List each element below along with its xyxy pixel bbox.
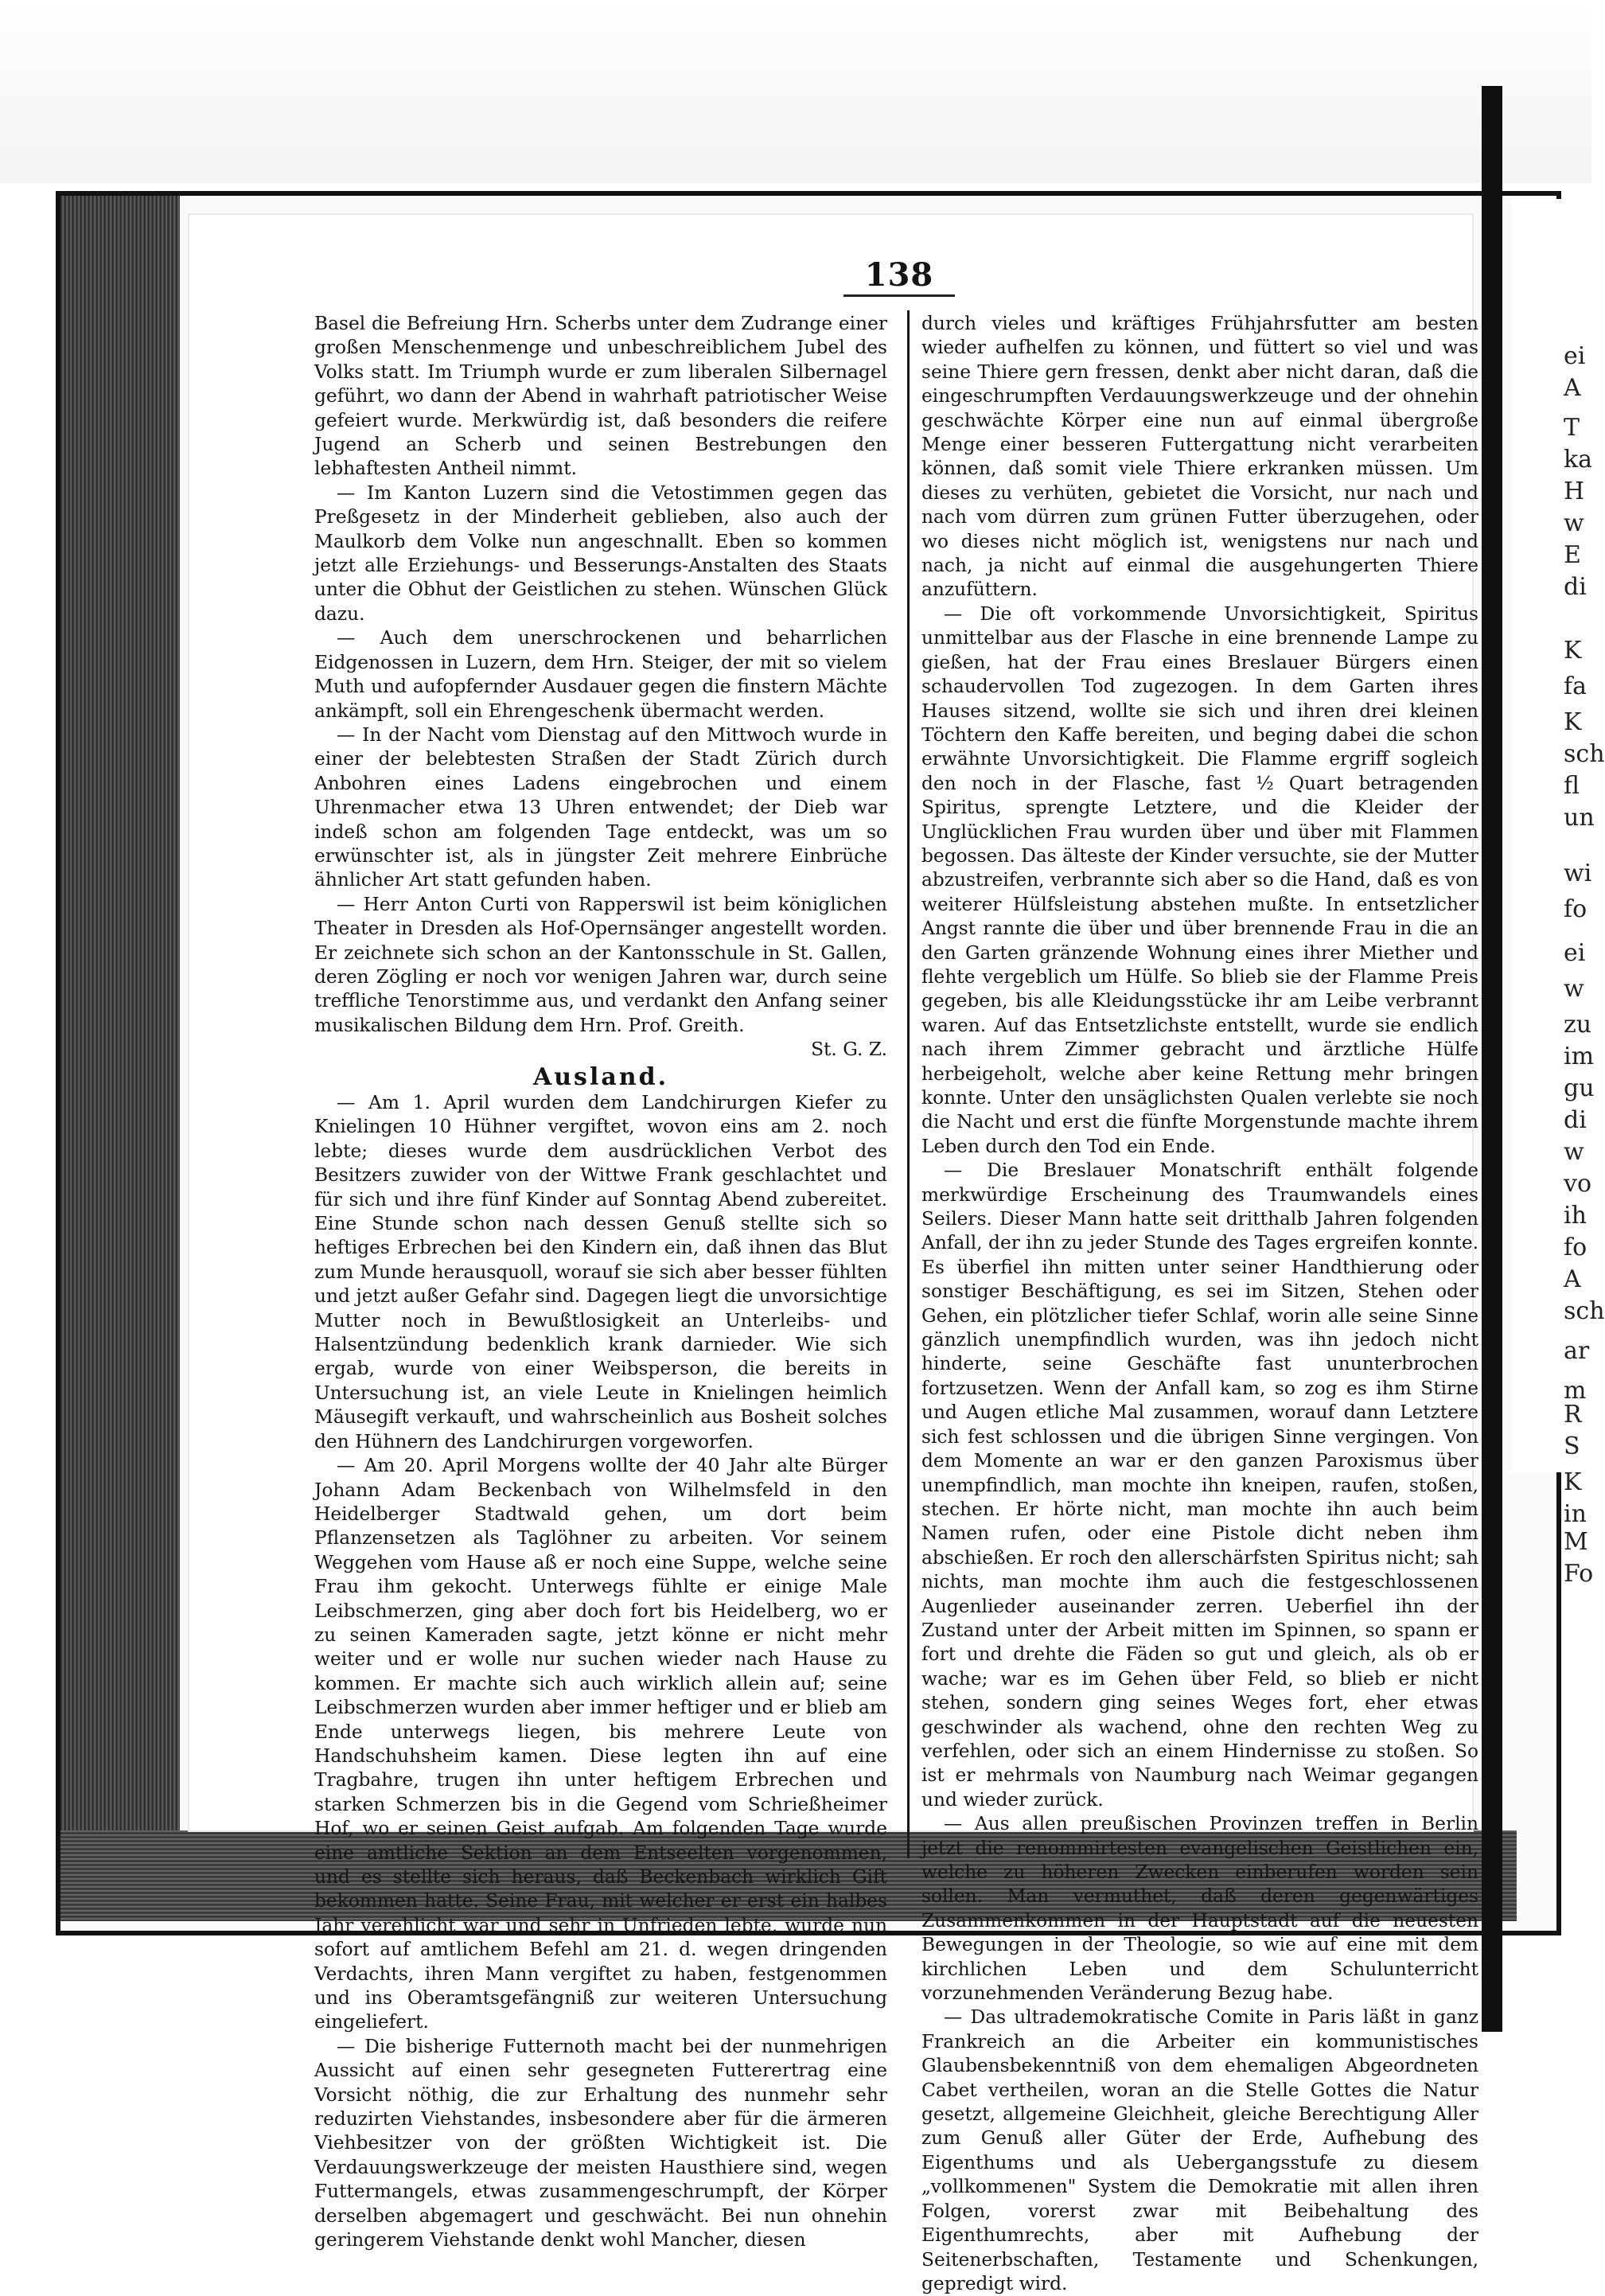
next-page-fragment: M (1564, 1528, 1588, 1556)
next-page-fragment: ei (1564, 939, 1586, 967)
right-column (921, 312, 1478, 2296)
next-page-fragment: ei (1564, 342, 1586, 370)
article-paragraph: — Am 20. April Morgens wollte der 40 Jahr alte Bürger Johann Adam Beckenbach von Wilhelmsfeld in den Heidelberger Stadtwald gehen, um dort beim Pflanzensetzen als Taglöhner zu arbeiten. Vor seinem Weggehen vom Hause aß er noch eine Suppe, welche seine Frau ihm gekocht. Unterwegs fühlte er einige Male Leibschmerzen, ging aber doch fort bis Heidelberg, wo er zu seinen Kameraden sagte, jetzt könne er nicht mehr weiter und er wolle nur suchen wieder nach Hause zu kommen. Er machte sich auch wirklich allein auf; seine Leibschmerzen wurden aber immer heftiger und er blieb am Ende unterwegs liegen, bis mehrere Leute von Handschuhsheim kamen. Diese legten ihn auf eine Tragbahre, trugen ihn unter heftigem Erbrechen und starken Schmerzen bis in die Gegend vom Schrießheimer Hof, wo er seinen Geist aufgab. Am folgenden Tage wurde eine amtliche Sektion an dem Entseelten vorgenommen, und es stellte sich heraus, daß Beckenbach wirklich Gift bekommen hatte. Seine Frau, mit welcher er erst ein halbes Jahr verehlicht war und sehr in Unfrieden lebte, wurde nun sofort auf amtlichem Befehl am 21. d. wegen dringenden Verdachts, ihren Mann vergiftet zu haben, festgenommen und ins Oberamtsgefängniß zur weiteren Untersuchung eingeliefert. (314, 1455, 887, 2033)
next-page-fragment: fo (1564, 895, 1587, 923)
next-page-fragment: fl (1564, 772, 1580, 800)
next-page-fragment: in (1564, 1500, 1587, 1528)
next-page-fragment: im (1564, 1043, 1595, 1070)
next-page-fragment: ka (1564, 446, 1593, 474)
next-page-fragment: A (1564, 374, 1581, 402)
next-page-fragment: K (1564, 1468, 1582, 1496)
next-page-fragment: T (1564, 414, 1580, 442)
page-number-rule (843, 294, 955, 297)
next-page-fragment: S (1564, 1433, 1580, 1460)
article-paragraph: — In der Nacht vom Dienstag auf den Mittwoch wurde in einer der belebtesten Straßen der Stadt Zürich durch Anbohren eines Ladens eingebrochen und einem Uhrenmacher etwa 13 Uhren entwendet; der Dieb war indeß schon am folgenden Tage entdeckt, was um so erwünschter ist, als in jüngster Zeit mehrere Einbrüche ähnlicher Art statt gefunden haben. (314, 723, 887, 891)
column-divider (907, 310, 910, 1858)
next-page-fragment: H (1564, 478, 1585, 505)
book-spine-edge (1482, 86, 1502, 2032)
next-page-fragment: ih (1564, 1202, 1587, 1230)
left-column (314, 312, 887, 2253)
next-page-fragment: di (1564, 1106, 1587, 1134)
next-page-fragment: m (1564, 1377, 1587, 1405)
next-page-fragment: R (1564, 1401, 1582, 1429)
next-page-fragment: sch (1564, 740, 1605, 768)
next-page-fragment: fa (1564, 672, 1587, 700)
next-page-fragment: ar (1564, 1337, 1590, 1365)
next-page-fragment: vo (1564, 1170, 1592, 1198)
next-page-fragment: di (1564, 573, 1587, 601)
article-paragraph: — Am 1. April wurden dem Landchirurgen Kiefer zu Knielingen 10 Hühner vergiftet, wovon eins am 2. noch lebte; dieses wurde dem ausdrücklichen Verbot des Besitzers zuwider von der Wittwe Frank geschlachtet und für sich und ihre fünf Kinder auf Sonntag Abend zubereitet. Eine Stunde schon nach dessen Genuß stellte sich so heftiges Erbrechen bei den Kindern ein, daß ihnen das Blut zum Munde herausquoll, worauf sie sich aber besser fühlten und jetzt außer Gefahr sind. Dagegen liegt die unvorsichtige Mutter noch in Bewußtlosigkeit an Unterleibs- und Halsentzündung bedenklich krank darnieder. Wie sich ergab, wurde von einer Weibsperson, die bereits in Untersuchung ist, an viele Leute in Knielingen heimlich Mäusegift verkauft, und wahrscheinlich aus Bosheit solches den Hühnern des Landchirurgen vorgeworfen. (314, 1092, 887, 1452)
next-page-fragment: K (1564, 637, 1582, 665)
next-page-fragment: zu (1564, 1011, 1592, 1039)
next-page-fragment: w (1564, 509, 1584, 537)
section-heading: Ausland. (532, 1062, 669, 1091)
article-paragraph: — Aus allen preußischen Provinzen treffen in Berlin jetzt die renommirtesten evangelischen Geistlichen ein, welche zu höheren Zwecken einberufen worden sein sollen. Man vermuthet, daß deren gegenwärtiges Zusammenkommen in der Hauptstadt auf die neuesten Bewegungen in der Theologie, so wie auf eine mit dem kirchlichen Leben und dem Schulunterricht vorzunehmenden Veränderung Bezug habe. (921, 1813, 1478, 2005)
next-page-fragment: A (1564, 1265, 1581, 1293)
next-page-fragment: E (1564, 541, 1581, 569)
next-page-fragment: un (1564, 804, 1595, 832)
page-edges-left (60, 196, 180, 1921)
next-page-fragment: Fo (1564, 1560, 1594, 1588)
article-paragraph: — Das ultrademokratische Comite in Paris läßt in ganz Frankreich an die Arbeiter ein kommunistisches Glaubensbekenntniß von dem ehemaligen Abgeordneten Cabet vertheilen, woran an die Stelle Gottes die Natur gesetzt, allgemeine Gleichheit, gleiche Berechtigung Aller zum Genuß aller Güter der Erde, Aufhebung des Eigenthums und als Uebergangsstufe zu diesem „vollkommenen" System die Demokratie mit allen ihren Folgen, vorerst zwar mit Beibehaltung des Eigenthumrechts, aber mit Aufhebung der Seitenerbschaften, Testamente und Schenkungen, gepredigt wird. (921, 2006, 1478, 2294)
next-page-fragment: fo (1564, 1234, 1587, 1261)
article-paragraph: — Im Kanton Luzern sind die Vetostimmen gegen das Preßgesetz in der Minderheit geblieben, also auch der Maulkorb dem Volke nun angeschnallt. Eben so kommen jetzt alle Erziehungs- und Besserungs-Anstalten des Staats unter die Obhut der Geistlichen zu stehen. Wünschen Glück dazu. (314, 481, 887, 625)
article-signoff: St. G. Z. (811, 1039, 887, 1061)
next-page-fragment: gu (1564, 1074, 1595, 1102)
next-page-fragment: K (1564, 708, 1582, 736)
next-page-fragment: w (1564, 1138, 1584, 1166)
article-paragraph: — Die bisherige Futternoth macht bei der nunmehrigen Aussicht auf einen sehr gesegneten Futterertrag eine Vorsicht nöthig, die zur Erhaltung des nunmehr sehr reduzirten Viehstandes, insbesondere aber für die ärmeren Viehbesitzer von der größten Wichtigkeit ist. Die Verdauungswerkzeuge der meisten Hausthiere sind, wegen Futtermangels, etwas zusammengeschrumpft, der Körper derselben abgemagert und geschwächt. Bei nun ohnehin geringerem Viehstande denkt wohl Mancher, diesen (314, 2035, 887, 2251)
article-paragraph: — Herr Anton Curti von Rapperswil ist beim königlichen Theater in Dresden als Hof-Opernsänger angestellt worden. Er zeichnete sich schon an der Kantonsschule in St. Gallen, deren Zögling er noch vor wenigen Jahren war, durch seine treffliche Tenorstimme aus, und verdankt den Anfang seiner musikalischen Bildung dem Hrn. Prof. Greith. (314, 893, 887, 1036)
article-paragraph: — Auch dem unerschrockenen und beharrlichen Eidgenossen in Luzern, dem Hrn. Steiger, der mit so vielem Muth und aufopfernder Ausdauer gegen die finstern Mächte ankämpft, soll ein Ehrengeschenk übermacht werden. (314, 627, 887, 722)
article-paragraph: — Die oft vorkommende Unvorsichtigkeit, Spiritus unmittelbar aus der Flasche in eine brennende Lampe zu gießen, hat der Frau eines Breslauer Bürgers einen schaudervollen Tod zugezogen. In dem Garten ihres Hauses sitzend, wollte sie sich und ihren drei kleinen Töchtern den Kaffe bereiten, und beging dabei die schon erwähnte Unvorsichtigkeit. Die Flamme ergriff sogleich den noch in der Flasche, fast ½ Quart betragenden Spiritus, sprengte Letztere, und die Kleider der Unglücklichen Frau wurden über und über mit Flammen begossen. Das älteste der Kinder versuchte, sie der Mutter abzustreifen, verbrannte sich aber so die Hand, daß es von weiterer Hülfsleistung abstehen mußte. In entsetzlicher Angst rannte die über und über brennende Frau in die an den Garten gränzende Wohnung eines ihrer Miether und flehte vergeblich um Hülfe. So blieb sie der Flamme Preis gegeben, bis alle Kleidungsstücke ihr am Leibe verbrannt waren. Auf das Entsetzlichste entstellt, wurde sie endlich nach ihrem Zimmer gebracht und ärztliche Hülfe herbeigeholt, welche aber keine Rettung mehr bringen konnte. Unter den unsäglichsten Qualen verlebte sie noch die Nacht und erst die fünfte Morgenstunde machte ihrem Leben durch den Tod ein Ende. (921, 602, 1478, 1157)
next-page-fragment: wi (1564, 860, 1592, 887)
scan-background (0, 0, 1591, 183)
article-paragraph: Basel die Befreiung Hrn. Scherbs unter dem Zudrange einer großen Menschenmenge und unbeschreiblichem Jubel des Volks statt. Im Triumph wurde er zum liberalen Silbernagel geführt, wo dann der Abend in wahrhaft patriotischer Weise gefeiert wurde. Merkwürdig ist, daß besonders die reifere Jugend an Scherb und seinen Bestrebungen den lebhaftesten Antheil nimmt. (314, 313, 887, 480)
next-page-fragment: sch (1564, 1297, 1605, 1325)
article-paragraph: — Die Breslauer Monatschrift enthält folgende merkwürdige Erscheinung des Traumwandels eines Seilers. Dieser Mann hatte seit dritthalb Jahren folgenden Anfall, der ihn zu jeder Stunde des Tages ergreifen konnte. Es überfiel ihn mitten unter seiner Handthierung oder sonstiger Beschäftigung, es sei im Sitzen, Stehen oder Gehen, ein plötzlicher tiefer Schlaf, worin alle seine Sinne gänzlich unempfindlich wurden, was ihn jedoch nicht hinderte, seine Geschäfte fast ununterbrochen fortzusetzen. Wenn der Anfall kam, so zog es ihm Stirne und Augen etliche Mal zusammen, worauf dann Letztere sich fest schlossen und die übrigen Sinne vergingen. Von dem Momente an war er den ganzen Paroxismus über unempfindlich, man mochte ihn kneipen, raufen, stoßen, stechen. Er hörte nicht, man mochte ihn auch beim Namen rufen, oder eine Pistole dicht neben ihm abschießen. Er roch den allerschärfsten Spiritus nicht; sah nichts, man mochte ihm auch die festgeschlossenen Augenlieder auseinander zerren. Ueberfiel ihn der Zustand unter der Arbeit mitten im Spinnen, so spann er fort und drehte die Fäden so gut und gleich, als ob er wache; war es im Gehen über Feld, so blieb er nicht stehen, sondern ging seines Weges fort, eher etwas geschwinder als wachend, ohne den rechten Weg zu verfehlen, oder sich an einem Hindernisse zu stoßen. So ist er mehrmals von Naumburg nach Weimar gegangen und wieder zurück. (921, 1160, 1479, 1811)
page-number: 138 (864, 256, 934, 294)
article-paragraph: durch vieles und kräftiges Frühjahrsfutter am besten wieder aufhelfen zu können, und füttert so viel und was seine Thiere gern fressen, denkt aber nicht daran, daß die eingeschrumpften Verdauungswerkzeuge und der ohnehin geschwächte Körper eine nun auf einmal übergroße Menge einer besseren Futtergattung nicht verarbeiten können, daß somit viele Thiere erkranken müssen. Um dieses zu verhüten, gebietet die Vorsicht, nur nach und nach vom dürren zum grünen Futter überzugehen, oder wo dieses nicht möglich ist, wenigstens nur nach und nach, ja nicht auf einmal die ausgehungerten Thiere anzufüttern. (921, 313, 1478, 601)
next-page-fragment: w (1564, 975, 1584, 1003)
